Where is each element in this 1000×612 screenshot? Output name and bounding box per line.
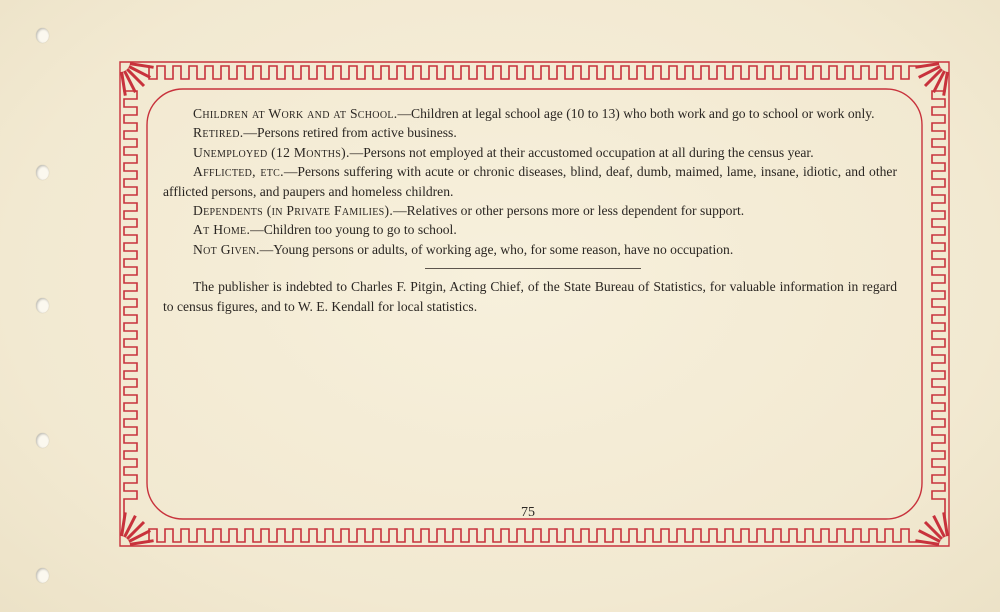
page-number: 75 [521, 505, 535, 520]
definition-entry [163, 123, 897, 142]
border-top-key-pattern [143, 66, 926, 79]
entry-text: —Persons retired from active business. [243, 125, 457, 141]
border-corner-fan [915, 512, 947, 544]
entry-term: At Home. [193, 222, 251, 238]
definition-entry [163, 220, 897, 239]
entry-term: Dependents (in Private Families). [193, 203, 394, 219]
entry-text: —Persons suffering with acute or chronic diseases, blind, deaf, dumb, maimed, lame, insane, idiotic, and other afflicted persons, and paupers and homeless children. [163, 164, 897, 199]
border-right-key-pattern [932, 85, 945, 523]
entry-text: —Relatives or other persons more or less dependent for support. [393, 203, 745, 219]
entry-term: Children at Work and at School. [193, 106, 398, 121]
entry-text: —Young persons or adults, of working age, who, for some reason, have no occupation. [259, 241, 734, 257]
border-bottom-key-pattern [143, 529, 926, 542]
entry-text: —Children too young to go to school. [250, 222, 457, 238]
definition-entry [163, 201, 897, 220]
border-left-key-pattern [124, 85, 137, 523]
entry-term: Unemployed (12 Months). [193, 144, 350, 160]
definition-entry [163, 104, 897, 123]
entry-term: Afflicted, etc. [193, 164, 284, 180]
definition-entry [163, 162, 897, 201]
entry-term: Not Given. [193, 241, 260, 257]
entry-text: —Persons not employed at their accustomed occupation at all during the census year. [349, 144, 814, 160]
section-divider [425, 268, 641, 269]
entry-text: —Children at legal school age (10 to 13) who both work and go to school or work only. [397, 106, 875, 121]
entry-term: Retired. [193, 125, 244, 141]
text-block [163, 104, 897, 316]
acknowledgement-paragraph: The publisher is indebted to Charles F. Pitgin, Acting Chief, of the State Bureau of Statistics, for valuable information in regard to census figures, and to W. E. Kendall for local statistics. [163, 279, 897, 314]
definition-entry [163, 143, 897, 162]
definition-entry [163, 240, 897, 259]
